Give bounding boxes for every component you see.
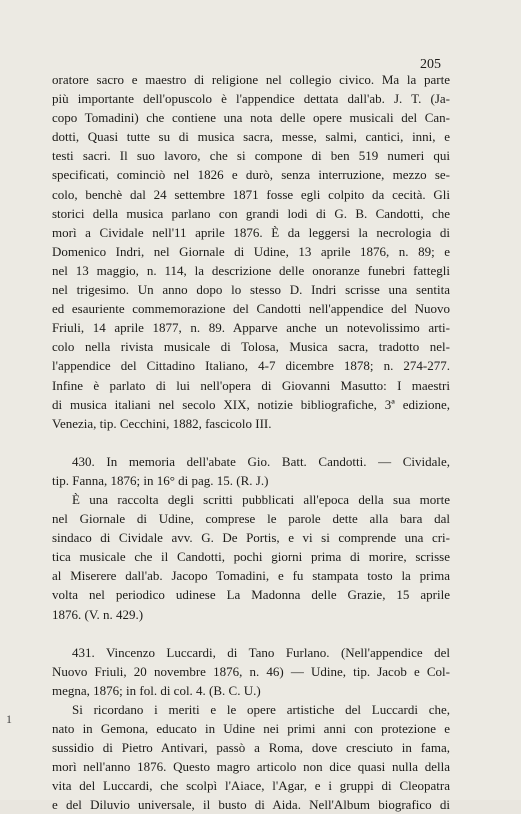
entry-spacer bbox=[52, 433, 450, 452]
text-line: sussidio di Pietro Antivari, passò a Roma, dove cresciuto in fama, bbox=[52, 740, 450, 756]
text-line: Nuovo Friuli, 20 novembre 1876, n. 46) — Udine, tip. Jacob e Col- bbox=[52, 663, 450, 679]
text-line: morì nell'anno 1876. Questo magro articolo non dice quasi nulla della bbox=[52, 759, 450, 775]
text-line: copo Tomadini) che contiene una nota delle opere musicali del Can- bbox=[52, 110, 450, 126]
text-line: al Miserere dall'ab. Jacopo Tomadini, e fu stampata tosto la prima bbox=[52, 568, 450, 584]
entry-430-heading: 430. In memoria dell'abate Gio. Batt. Candotti. — Cividale, bbox=[72, 453, 450, 469]
text-line: nel Giornale di Udine, comprese le parole dette alla bara dal bbox=[52, 511, 450, 527]
text-line: Friuli, 14 aprile 1877, n. 89. Apparve anche un notevolissimo arti- bbox=[52, 320, 450, 336]
text-line: ed esauriente commemorazione del Candotti nell'appendice del Nuovo bbox=[52, 301, 450, 317]
text-line: nel 13 maggio, n. 114, la descrizione delle onoranze funebri fattegli bbox=[52, 262, 450, 278]
text-line: vita del Luccardi, che scolpì l'Aiace, l'Agar, e i gruppi di Cleopatra bbox=[52, 778, 450, 794]
text-line: morì a Cividale nell'11 aprile 1876. È da leggersi la necrologia di bbox=[52, 224, 450, 240]
text-line: specificati, cominciò nel 1826 e durò, senza interruzione, mezzo se- bbox=[52, 167, 450, 183]
text-line: colo, benchè dal 24 settembre 1871 fosse egli colpito da cecità. Gli bbox=[52, 186, 450, 202]
text-line: Domenico Indri, nel Giornale di Udine, 13 aprile 1876, n. 89; e bbox=[52, 243, 450, 259]
text-line: Si ricordano i meriti e le opere artistiche del Luccardi che, bbox=[72, 701, 450, 717]
text-line: di musica italiani nel secolo XIX, notizie bibliografiche, 3ª edizione, bbox=[52, 396, 450, 412]
text-line: tip. Fanna, 1876; in 16° di pag. 15. (R. J.) bbox=[52, 472, 269, 488]
text-line: tica musicale che il Candotti, pochi giorni prima di morire, scrisse bbox=[52, 549, 450, 565]
page-number: 205 bbox=[420, 57, 441, 72]
text-line: e del Diluvio universale, il busto di Aida. Nell'Album biografico di bbox=[52, 797, 450, 813]
text-line: È una raccolta degli scritti pubblicati all'epoca della sua morte bbox=[72, 491, 450, 507]
text-line: nato in Gemona, educato in Udine nei primi anni con protezione e bbox=[52, 721, 450, 736]
text-line: 1876. (V. n. 429.) bbox=[52, 606, 144, 622]
page-text bbox=[52, 70, 450, 814]
text-line: storici della musica parlano con grandi lodi di G. B. Candotti, che bbox=[52, 205, 450, 221]
text-line: Infine è parlato di lui nell'opera di Giovanni Masutto: I maestri bbox=[52, 377, 450, 393]
text-line: megna, 1876; in fol. di col. 4. (B. C. U.) bbox=[52, 682, 261, 698]
entry-spacer bbox=[52, 624, 450, 643]
text-line: volta nel periodico udinese La Madonna delle Grazie, 15 aprile bbox=[52, 587, 450, 603]
text-line: più importante dell'opuscolo è l'appendice dettata dall'ab. J. T. (Ja- bbox=[52, 91, 450, 107]
text-line: nel trigesimo. Un anno dopo lo stesso D. Indri scrisse una sentita bbox=[52, 282, 450, 298]
text-line: dotti, Quasi tutte su di musica sacra, messe, salmi, cantici, inni, e bbox=[52, 129, 450, 145]
text-line: colo nella rivista musicale di Tolosa, Musica sacra, tradotto nel- bbox=[52, 339, 450, 355]
entry-431-heading: 431. Vincenzo Luccardi, di Tano Furlano. (Nell'appendice del bbox=[72, 644, 450, 660]
text-line: oratore sacro e maestro di religione nel collegio civico. Ma la parte bbox=[52, 72, 450, 87]
text-line: l'appendice del Cittadino Italiano, 4-7 dicembre 1878; n. 274-277. bbox=[52, 358, 450, 374]
text-line: Venezia, tip. Cecchini, 1882, fascicolo III. bbox=[52, 415, 272, 431]
text-line: testi sacri. Il suo lavoro, che si compone di ben 519 numeri qui bbox=[52, 148, 450, 164]
text-line: sindaco di Cividale avv. G. De Portis, e vi si comprende una cri- bbox=[52, 530, 450, 546]
edge-mark: 1 bbox=[6, 712, 12, 726]
